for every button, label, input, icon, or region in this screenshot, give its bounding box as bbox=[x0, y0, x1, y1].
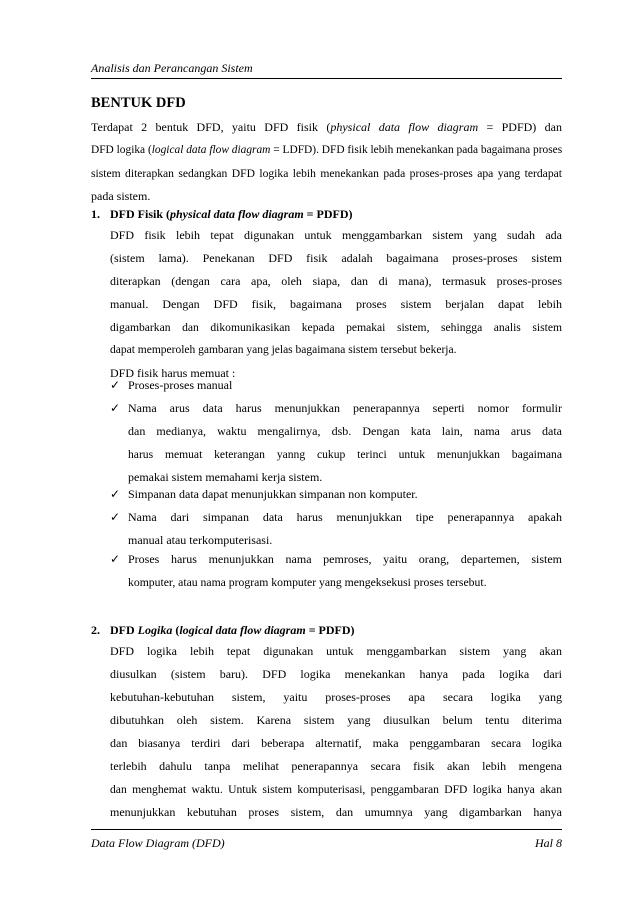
item-2-title: DFD Logika (logical data flow diagram = PDFD) bbox=[110, 623, 355, 637]
item-2-line: dibutuhkan oleh sistem. Karena sistem yang diusulkan belum tentu diterima bbox=[110, 713, 562, 727]
page-number: Hal 8 bbox=[535, 836, 562, 850]
check-icon: ✓ bbox=[110, 552, 121, 566]
item-1-line: manual. Dengan DFD fisik, bagaimana proses sistem berjalan dapat lebih bbox=[110, 297, 562, 311]
intro-line: pada sistem. bbox=[91, 189, 151, 203]
bullet-item bbox=[128, 548, 562, 594]
intro-line: DFD logika (logical data flow diagram = LDFD). DFD fisik lebih menekankan pada bagaimana proses bbox=[91, 144, 563, 156]
intro-line: sistem diterapkan sedangkan DFD logika lebih menekankan pada proses-proses apa yang terdapat bbox=[91, 167, 562, 180]
bullet-item bbox=[128, 483, 562, 506]
item-2-line: menunjukkan kebutuhan proses sistem, dan umumnya yang digambarkan hanya bbox=[110, 805, 562, 819]
item-1-paragraph bbox=[110, 224, 562, 385]
intro-line: Terdapat 2 bentuk DFD, yaitu DFD fisik (physical data flow diagram = PDFD) dan bbox=[91, 120, 562, 134]
check-icon: ✓ bbox=[110, 378, 121, 392]
item-1-line: (sistem lama). Penekanan DFD fisik adalah bagaimana proses-proses sistem bbox=[110, 251, 562, 265]
bullet-line: komputer, atau nama program komputer yang mengeksekusi proses tersebut. bbox=[128, 576, 487, 589]
item-1-number: 1. bbox=[91, 207, 100, 221]
item-2-line: diusulkan (sistem baru). DFD logika menekankan hanya pada logika dari bbox=[110, 667, 562, 681]
footer-title: Data Flow Diagram (DFD) bbox=[91, 836, 225, 850]
item-2-number: 2. bbox=[91, 623, 100, 637]
must-contain-label: DFD fisik harus memuat : bbox=[110, 366, 236, 380]
bullet-line: Proses harus menunjukkan nama pemroses, yaitu orang, departemen, sistem bbox=[128, 552, 562, 566]
bullet-item bbox=[128, 397, 562, 489]
check-icon: ✓ bbox=[110, 401, 121, 415]
bullet-line: dan medianya, waktu mengalirnya, dsb. Dengan kata lain, nama arus data bbox=[128, 424, 562, 438]
item-2-line: DFD logika lebih tepat digunakan untuk menggambarkan sistem yang akan bbox=[110, 644, 562, 658]
bullet-line: Nama arus data harus menunjukkan penerapannya seperti nomor formulir bbox=[128, 401, 562, 415]
item-2-line: terlebih dahulu tanpa melihat penerapannya secara fisik akan lebih mengena bbox=[110, 759, 562, 773]
bullet-line: pemakai sistem memahami kerja sistem. bbox=[128, 470, 323, 484]
header-rule bbox=[91, 78, 562, 79]
item-2-paragraph bbox=[110, 640, 562, 824]
bullet-line: Proses-proses manual bbox=[128, 378, 233, 392]
bullet-item bbox=[128, 374, 562, 397]
bullet-line: Nama dari simpanan data harus menunjukkan tipe penerapannya apakah bbox=[128, 510, 562, 524]
bullet-item bbox=[128, 506, 562, 552]
check-icon: ✓ bbox=[110, 510, 121, 524]
bullet-line: Simpanan data dapat menunjukkan simpanan non komputer. bbox=[128, 487, 418, 501]
bullet-line: manual atau terkomputerisasi. bbox=[128, 533, 273, 547]
item-1-line: diterapkan (dengan cara apa, oleh siapa, dan di mana), termasuk proses-proses bbox=[110, 274, 562, 288]
item-2-line: dan biasanya terdiri dari beberapa alternatif, maka penggambaran secara logika bbox=[110, 736, 562, 750]
item-2-line: kebutuhan-kebutuhan sistem, yaitu proses-proses apa secara logika yang bbox=[110, 690, 562, 704]
footer-rule bbox=[91, 829, 562, 830]
intro-paragraph bbox=[91, 116, 562, 208]
item-2-line: dan menghemat waktu. Untuk sistem komputerisasi, penggambaran DFD logika hanya akan bbox=[110, 783, 562, 796]
item-1-line: DFD fisik lebih tepat digunakan untuk menggambarkan sistem yang sudah ada bbox=[110, 228, 562, 242]
check-icon: ✓ bbox=[110, 487, 121, 501]
item-1-title: DFD Fisik (physical data flow diagram = PDFD) bbox=[110, 207, 353, 221]
running-header: Analisis dan Perancangan Sistem bbox=[91, 61, 253, 75]
section-title: BENTUK DFD bbox=[91, 95, 186, 111]
bullet-line: harus memuat keterangan yanng cukup terinci untuk menunjukkan bagaimana bbox=[128, 448, 562, 461]
item-1-line: digambarkan dan dikomunikasikan kepada pemakai sistem, sehingga analis sistem bbox=[110, 321, 562, 334]
item-1-line: dapat memperoleh gambaran yang jelas bagaimana sistem tersebut bekerja. bbox=[110, 344, 457, 356]
